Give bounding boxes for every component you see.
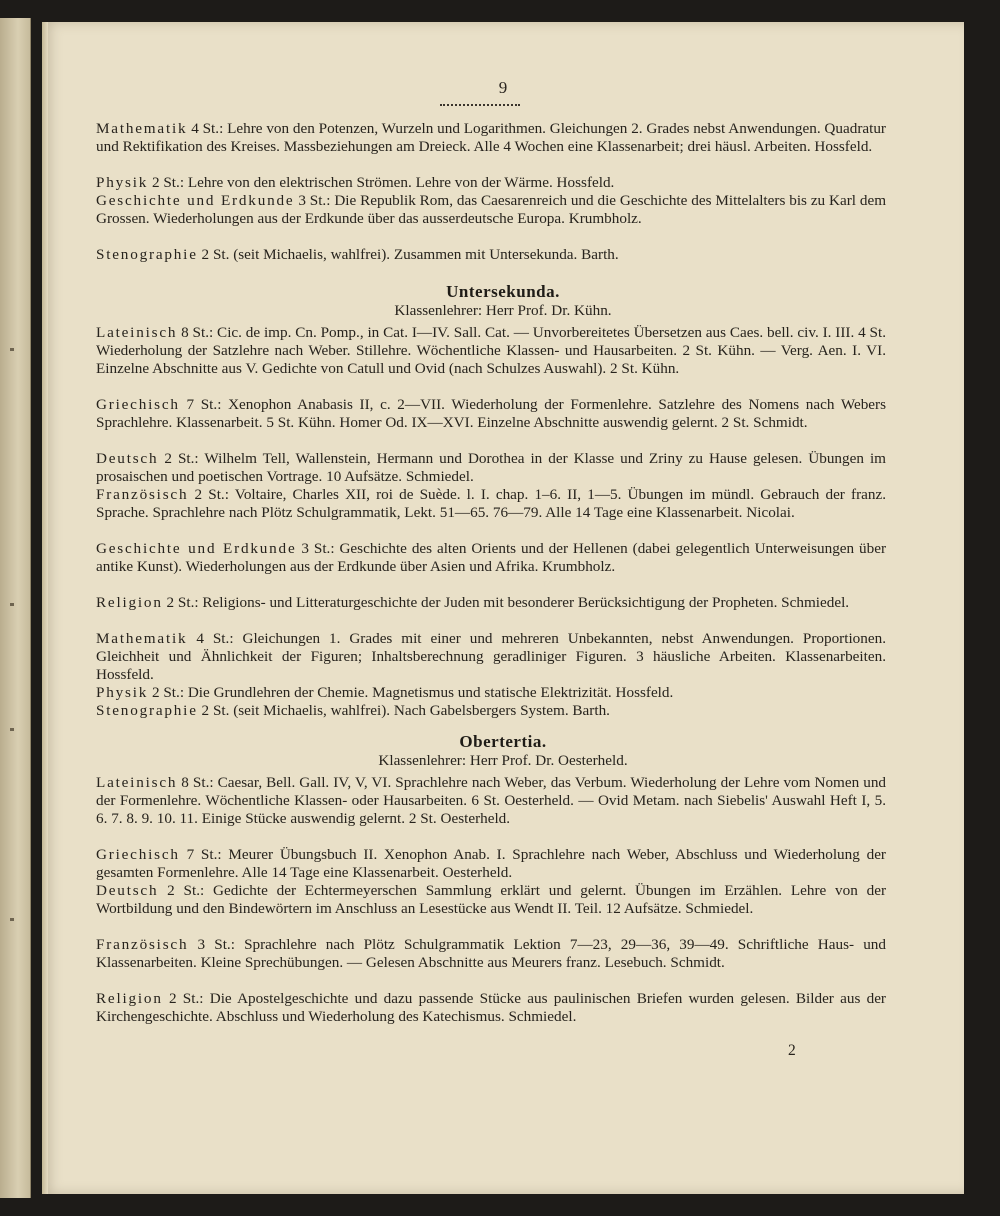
entry-religion-2 [96,594,886,612]
entry-subject: Französisch [96,936,189,953]
entry-subject: Stenographie [96,246,198,263]
margin-mark [10,918,14,921]
entry-subject: Mathematik [96,630,188,647]
document-page [42,22,964,1194]
entry-text: 2 St.: Die Grundlehren der Chemie. Magnetismus und statische Elektrizität. Hossfeld. [151,684,674,701]
class-teacher-obertertia: Klassenlehrer: Herr Prof. Dr. Oesterheld. [378,752,628,769]
entry-mathematik-1 [96,120,886,156]
section-heading-untersekunda: Untersekunda. [446,282,560,301]
entry-subject: Griechisch [96,396,180,413]
entry-subject: Deutsch [96,450,159,467]
entry-subject: Religion [96,990,163,1007]
entry-subject: Physik [96,684,149,701]
entry-stenographie-1 [96,246,886,264]
entry-text: 7 St.: Xenophon Anabasis II, c. 2—VII. Wiederholung der Formenlehre. Satzlehre des Nomens nach Webers Sprachlehre. Klassenarbeit. 5 St. Kühn. Homer Od. IX—XVI. Einzelne Abschnitte auswendig gelernt. 2 St. Schmidt. [96,396,887,431]
page-number-ornament [440,100,520,106]
entry-text: 2 St.: Wilhelm Tell, Wallenstein, Hermann und Dorothea in der Klasse und Zriny zu Hause gelesen. Übungen im prosaischen und poetischen Vortrage. 10 Aufsätze. Schmiedel. [96,450,886,485]
entry-text: 8 St.: Cic. de imp. Cn. Pomp., in Cat. I—IV. Sall. Cat. — Unvorbereitetes Übersetzen aus Caes. bell. civ. I. III. 4 St. Wiederholung der Satzlehre nach Weber. Stillehre. Wöchentliche Klassen- und Hausarbeiten. 2 St. Kühn. — Verg. Aen. I. VI. Einzelne Abschnitte aus V. Gedichte von Catull und Ovid (nach Schulzes Auswahl). 2 St. Kühn. [96,324,887,377]
entry-subject: Mathematik [96,120,188,137]
entry-griechisch-2 [96,396,886,432]
entry-geschichte-2 [96,540,886,576]
entry-geschichte-1 [96,192,886,228]
entry-text: 7 St.: Meurer Übungsbuch II. Xenophon Anab. I. Sprachlehre nach Weber, Abschluss und Wiederholung der gesamten Formenlehre. Alle 14 Tage eine Klassenarbeit. Oesterheld. [96,846,886,881]
entry-physik-1 [96,174,886,192]
entry-text: 2 St. (seit Michaelis, wahlfrei). Nach Gabelsbergers System. Barth. [201,702,610,719]
entry-griechisch-3 [96,846,886,882]
entry-text: 2 St.: Voltaire, Charles XII, roi de Suède. l. I. chap. 1–6. II, 1—5. Übungen im mündl. Gebrauch der franz. Sprache. Sprachlehre nach Plötz Schulgrammatik, Lekt. 51—65. 76—79. Alle 14 Tage eine Klassenarbeit. Nicolai. [96,486,886,521]
margin-mark [10,603,14,606]
entry-franzoesisch-2 [96,486,886,522]
entry-deutsch-2 [96,450,886,486]
entry-subject: Französisch [96,486,189,503]
entry-subject: Griechisch [96,846,180,863]
entry-religion-3 [96,990,886,1026]
margin-mark [10,348,14,351]
entry-text: 2 St.: Gedichte der Echtermeyerschen Sammlung erklärt und gelernt. Übungen im Erzählen. Lehre von der Wortbildung und den Bindewörtern im Anschluss an Lesestücke aus Wendt II. Teil. 12 Aufsätze. Schmiedel. [96,882,887,917]
entry-text: 2 St.: Die Apostelgeschichte und dazu passende Stücke aus paulinischen Briefen wurden gelesen. Bilder aus der Kirchengeschichte. Abschluss und Wiederholung des Katechismus. Schmiedel. [96,990,886,1025]
entry-text: 3 St.: Die Republik Rom, das Caesarenreich und die Geschichte des Mittelalters bis zu Karl dem Grossen. Wiederholungen aus der Erdkunde über das ausserdeutsche Europa. Krumbholz. [96,192,887,227]
entry-lateinisch-3 [96,774,886,828]
entry-text: 4 St.: Gleichungen 1. Grades mit einer und mehreren Unbekannten, nebst Anwendungen. Proportionen. Gleichheit und Ähnlichkeit der Figuren; Inhaltsberechnung geradliniger Figuren. 3 häusliche Arbeiten. Klassenarbeiten. Hossfeld. [96,630,886,683]
entry-lateinisch-2 [96,324,886,378]
entry-subject: Geschichte und Erdkunde [96,540,297,557]
entry-subject: Lateinisch [96,324,178,341]
entry-subject: Deutsch [96,882,159,899]
left-page-edge [0,18,31,1198]
entry-text: 8 St.: Caesar, Bell. Gall. IV, V, VI. Sprachlehre nach Weber, das Verbum. Wiederholung der Lehre vom Nomen und der Formenlehre. Wöchentliche Klassen- oder Hausarbeiten. 6 St. Oesterheld. — Ovid Metam. nach Siebelis' Auswahl Heft I, 5. 6. 7. 8. 9. 10. 11. Einige Stücke auswendig gelernt. 2 St. Oesterheld. [96,774,887,827]
entry-subject: Religion [96,594,163,611]
entry-deutsch-3 [96,882,886,918]
entry-text: 2 St.: Religions- und Litteraturgeschichte der Juden mit besonderer Berücksichtigung der Propheten. Schmiedel. [166,594,850,611]
class-teacher-untersekunda: Klassenlehrer: Herr Prof. Dr. Kühn. [394,302,612,319]
entry-stenographie-2 [96,702,886,720]
entry-subject: Physik [96,174,149,191]
margin-mark [10,728,14,731]
entry-text: 2 St. (seit Michaelis, wahlfrei). Zusammen mit Untersekunda. Barth. [201,246,619,263]
entry-physik-2 [96,684,886,702]
entry-subject: Lateinisch [96,774,178,791]
entry-mathematik-2 [96,630,886,684]
section-heading-obertertia: Obertertia. [459,732,547,751]
entry-text: 3 St.: Sprachlehre nach Plötz Schulgrammatik Lektion 7—23, 29—36, 39—49. Schriftliche Haus- und Klassenarbeiten. Kleine Sprechübungen. — Gelesen Abschnitte aus Meurers franz. Lesebuch. Schmidt. [96,936,886,971]
entry-text: 2 St.: Lehre von den elektrischen Strömen. Lehre von der Wärme. Hossfeld. [151,174,615,191]
entry-subject: Geschichte und Erdkunde [96,192,295,209]
page-number: 9 [498,78,508,97]
entry-subject: Stenographie [96,702,198,719]
page-gutter [42,22,48,1194]
entry-franzoesisch-3 [96,936,886,972]
entry-text: 4 St.: Lehre von den Potenzen, Wurzeln und Logarithmen. Gleichungen 2. Grades nebst Anwendungen. Quadratur und Rektifikation des Kreises. Massbeziehungen am Dreieck. Alle 4 Wochen eine Klassenarbeit; drei häusl. Arbeiten. Hossfeld. [96,120,886,155]
sheet-signature: 2 [788,1042,796,1059]
entry-text: 3 St.: Geschichte des alten Orients und der Hellenen (dabei gelegentlich Unterweisungen über antike Kunst). Wiederholungen aus der Erdkunde über Asien und Afrika. Krumbholz. [96,540,887,575]
